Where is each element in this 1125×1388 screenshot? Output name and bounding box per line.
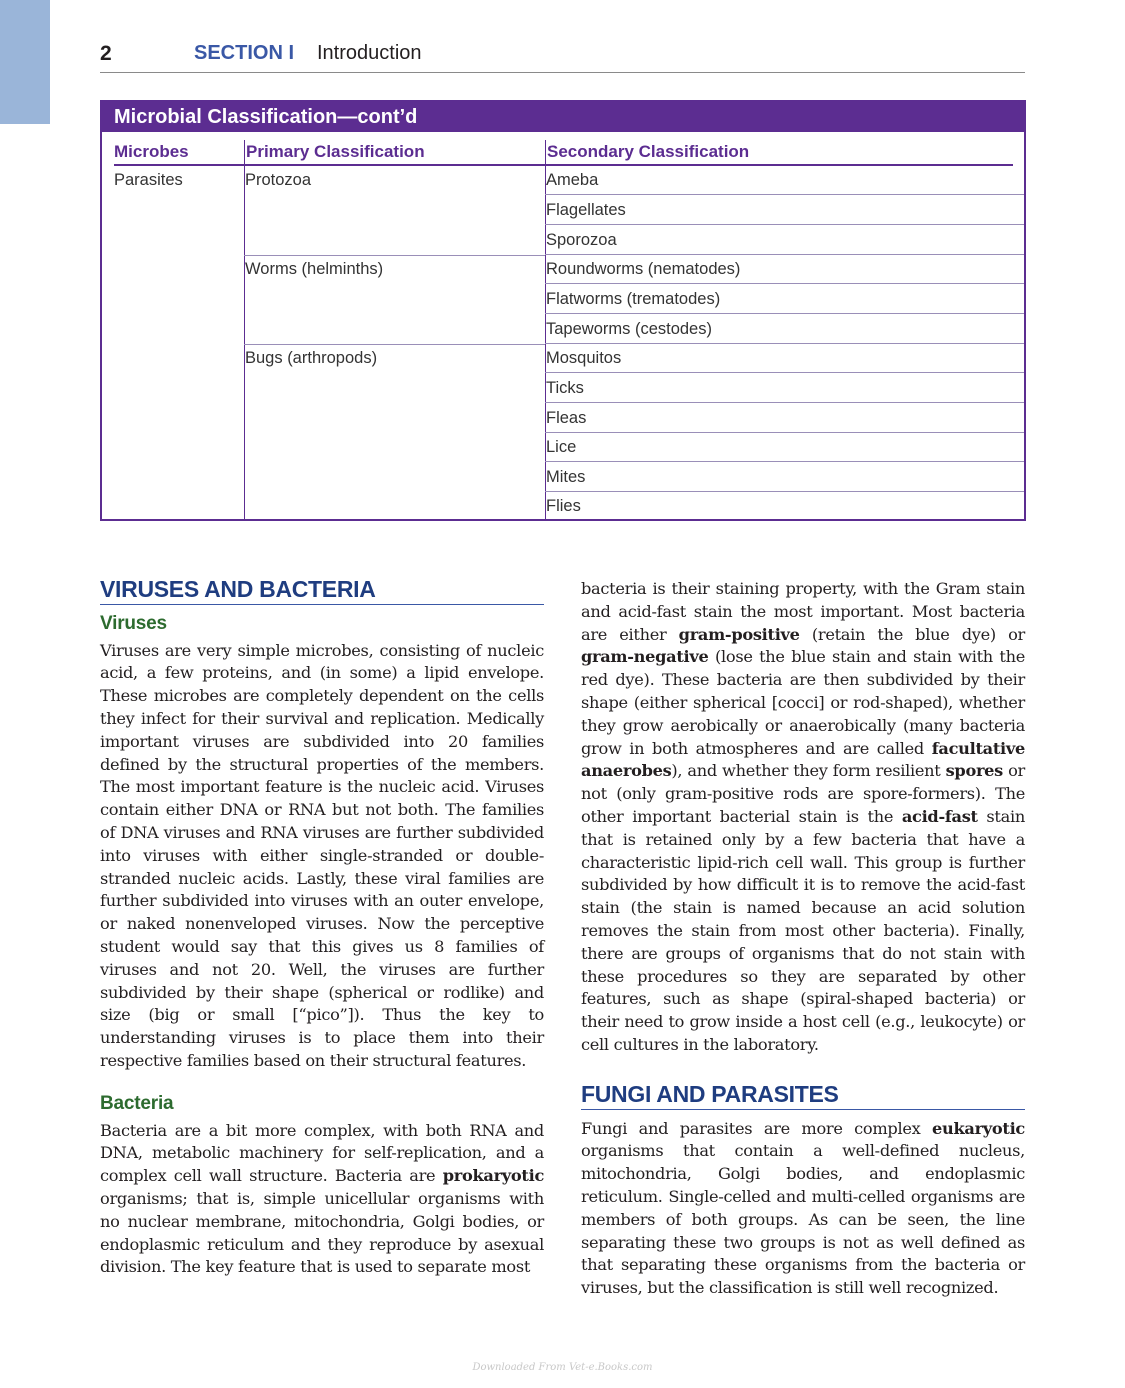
footer-watermark: Downloaded From Vet-e.Books.com [472,1362,653,1373]
table-title: Microbial Classification—cont’d [102,102,1024,132]
side-tab [0,0,50,124]
table-cell-primary: Protozoa [245,171,312,189]
heading-bacteria: Bacteria [100,1092,174,1114]
viruses-paragraph: Viruses are very simple microbes, consisting of nucleic acid, a few proteins, and (in some) a lipid envelope. These microbes are completely dependent on the cells they infect for their survival and replication. Medically important viruses are subdivided into 20 families defined by the structural properties of the members. The most important feature is the nucleic acid. Viruses contain either DNA or RNA but not both. The families of DNA viruses and RNA viruses are further subdivided into viruses with either single-stranded or double-stranded nucleic acids. Lastly, these viral families are further subdivided into viruses with an outer envelope, or naked nonenveloped viruses. Now the perceptive student would say that this gives us 8 families of viruses and not 20. Well, the viruses are further subdivided by their shape (spherical or rodlike) and size (big or small [“pico”]). Thus the key to understanding viruses is to place them into their respective families based on their structural features. [100,640,544,1070]
table-cell-secondary: Sporozoa [545,226,1024,255]
term-gram-negative: gram-negative [581,647,709,667]
right-column [581,578,1025,1300]
term-eukaryotic: eukaryotic [932,1118,1025,1138]
table-cell-secondary: Tapeworms (cestodes) [545,315,1024,344]
heading-viruses-bacteria: VIRUSES AND BACTERIA [100,578,544,605]
table-header-secondary: Secondary Classification [545,140,1013,166]
table-cell-secondary: Fleas [545,404,1024,433]
table-cell-secondary: Ticks [545,374,1024,403]
left-column [100,578,544,1279]
term-prokaryotic: prokaryotic [442,1166,544,1186]
table-cell-secondary: Flies [546,497,581,515]
column-divider [244,166,245,519]
term-spores: spores [945,761,1003,781]
section-title: Introduction [317,42,422,64]
table-cell-microbe: Parasites [114,171,183,189]
fungi-parasites-paragraph: Fungi and parasites are more complex eukaryotic organisms that contain a well-defined nucleus, mitochondria, Golgi bodies, and endoplasmic reticulum. Single-celled and multi-celled organisms are members of both groups. As can be seen, the line separating these two groups is not as well defined as that separating these organisms from the bacteria or viruses, but the classification is still well recognized. [581,1118,1025,1298]
page-number: 2 [100,42,112,65]
classification-table [100,100,1026,521]
table-cell-secondary: Roundworms (nematodes) [545,255,1024,284]
section-label: SECTION I [194,42,295,64]
table-cell-secondary: Flatworms (trematodes) [545,285,1024,314]
table-cell-primary: Bugs (arthropods) [245,349,378,367]
heading-viruses: Viruses [100,612,167,634]
table-cell-secondary: Lice [545,433,1024,462]
table-cell-secondary: Flagellates [545,196,1024,225]
table-cell-secondary: Ameba [545,166,1024,195]
table-header-primary: Primary Classification [244,140,547,166]
running-head [100,40,1025,73]
term-facultative-anaerobes: facultative anaerobes [581,738,1025,781]
table-cell-secondary: Mites [545,463,1024,492]
bacteria-paragraph-start: Bacteria are a bit more complex, with both RNA and DNA, metabolic machinery for self-replication, and a complex cell wall structure. Bacteria are prokaryotic organisms; that is, simple unicellular organisms with no nuclear membrane, mitochondria, Golgi bodies, or endoplasmic reticulum and they reproduce by asexual division. The key feature that is used to separate most [100,1120,544,1277]
heading-fungi-parasites: FUNGI AND PARASITES [581,1083,1025,1110]
term-acid-fast: acid-fast [901,806,978,826]
bacteria-paragraph-continued: bacteria is their staining property, with the Gram stain and acid-fast stain the most important. Most bacteria are either gram-positive (retain the blue dye) or gram-negative (lose the blue stain and stain with the red dye). These bacteria are then subdivided by their shape (either spherical [cocci] or rod-shaped), whether they grow aerobically or anaerobically (many bacteria grow in both atmospheres and are called facultative anaerobes), and whether they form resilient spores or not (only gram-positive rods are spore-formers). The other important bacterial stain is the acid-fast stain that is retained only by a few bacteria that have a characteristic lipid-rich cell wall. This group is further subdivided by how difficult it is to remove the acid-fast stain (the stain is named because an acid solution removes the stain from most other bacteria). Finally, there are groups of organisms that do not stain with these procedures so they are separated by other features, such as shape (spiral-shaped bacteria) or their need to grow inside a host cell (e.g., leukocyte) or cell cultures in the laboratory. [581,579,1025,1054]
table-cell-primary: Worms (helminths) [245,260,384,278]
term-gram-positive: gram-positive [678,624,800,644]
table-cell-secondary: Mosquitos [545,344,1024,373]
table-header-microbes: Microbes [114,140,244,166]
